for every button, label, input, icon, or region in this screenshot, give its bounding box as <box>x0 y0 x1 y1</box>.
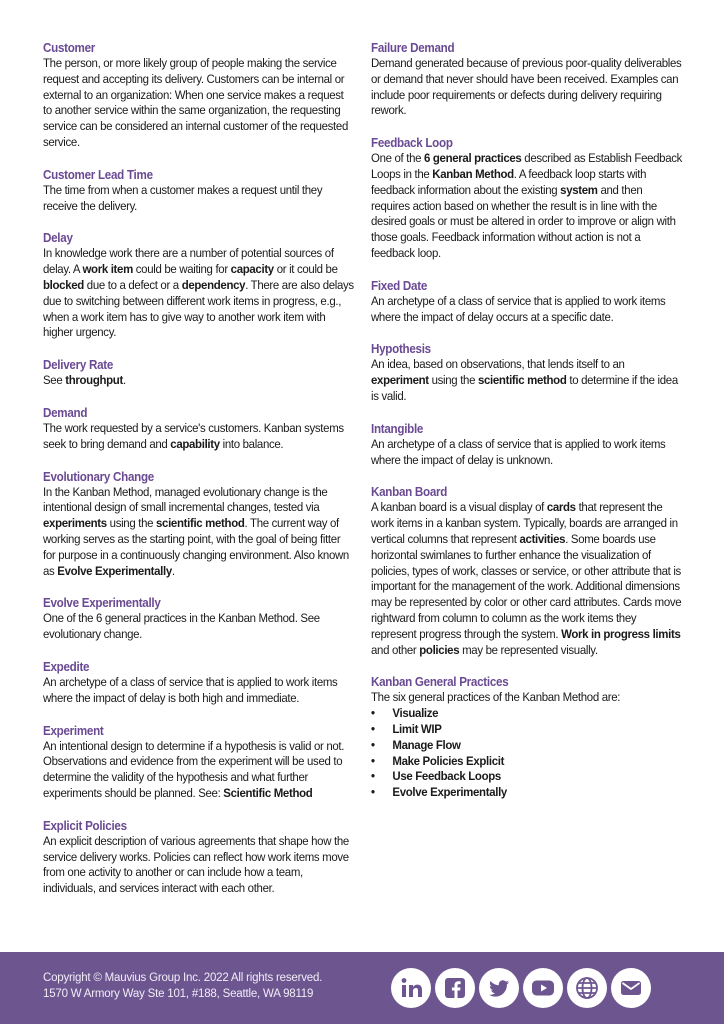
glossary-entry-customer <box>43 40 355 151</box>
right-column <box>371 40 683 817</box>
footer-text <box>43 971 322 1002</box>
keyword-blocked: blocked <box>43 277 84 292</box>
keyword-dependency: dependency <box>181 277 246 292</box>
definition-text: to determine if the idea is valid. <box>371 373 678 403</box>
definition-feedback-loop <box>371 151 683 262</box>
definition-kanban-board <box>371 500 683 658</box>
keyword-6-general-practices: 6 general practices <box>424 151 522 166</box>
definition-text: into balance. <box>219 436 284 451</box>
term-fixed-date: Fixed Date <box>371 278 428 293</box>
keyword-capability: capability <box>170 436 220 451</box>
term-experiment: Experiment <box>43 723 104 738</box>
keyword-experiments: experiments <box>43 516 107 531</box>
glossary-entry-expedite <box>43 659 355 707</box>
glossary-entry-fixed-date <box>371 278 683 326</box>
term-failure-demand: Failure Demand <box>371 41 455 55</box>
definition-text: using the <box>106 516 157 531</box>
definition-demand <box>43 421 355 453</box>
term-explicit-policies: Explicit Policies <box>43 818 127 833</box>
definition-evolve-experimentally: One of the 6 general practices in the Kanban Method. See evolutionary change. <box>43 611 320 642</box>
glossary-entry-intangible <box>371 421 683 469</box>
keyword-throughput: throughput <box>65 373 123 388</box>
keyword-scientific-method: Scientific Method <box>223 785 313 800</box>
term-hypothesis: Hypothesis <box>371 342 431 357</box>
definition-intangible: An archetype of a class of service that is applied to work items where the impact of delay is unknown. <box>371 436 666 467</box>
definition-text: or it could be <box>273 262 338 277</box>
term-intangible: Intangible <box>371 421 424 436</box>
keyword-kanban-method: Kanban Method <box>432 166 514 181</box>
definition-expedite: An archetype of a class of service that is applied to work items where the impact of delay is both high and immediate. <box>43 674 338 705</box>
definition-text: See <box>43 373 66 388</box>
keyword-scientific-method: scientific method <box>477 373 567 388</box>
practice-item-visualize: • Visualize <box>371 706 661 722</box>
practice-item-limit-wip: • Limit WIP <box>371 722 661 738</box>
definition-text: described as Establish Feedback Loops in the <box>371 151 683 181</box>
term-kanban-general-practices: Kanban General Practices <box>371 675 509 690</box>
glossary-entry-delay <box>43 230 355 341</box>
term-evolutionary-change: Evolutionary Change <box>43 469 154 484</box>
term-demand: Demand <box>43 405 88 420</box>
definition-delivery-rate <box>43 373 355 389</box>
twitter-icon[interactable] <box>479 968 519 1008</box>
definition-explicit-policies: An explicit description of various agreements that shape how the service delivery works. Policies can reflect how work items move from one activity to another or can include how a team, individuals, and services interact with each other. <box>43 833 349 896</box>
glossary-entry-evolutionary-change <box>43 469 355 580</box>
definition-text: that represent the work items in a kanban system. Typically, boards are arranged in vertical columns that represent <box>371 500 678 546</box>
keyword-cards: cards <box>546 500 576 515</box>
copyright-text: Copyright © Mauvius Group Inc. 2022 All rights reserved. <box>43 972 323 984</box>
definition-text: and other <box>371 642 420 657</box>
keyword-capacity: capacity <box>230 262 274 277</box>
keyword-evolve-experimentally: Evolve Experimentally <box>57 563 172 578</box>
term-kanban-board: Kanban Board <box>371 485 448 500</box>
definition-evolutionary-change <box>43 485 355 580</box>
glossary-entry-evolve-experimentally <box>43 595 355 643</box>
footer <box>0 952 724 1024</box>
definition-experiment <box>43 739 355 802</box>
glossary-entry-hypothesis <box>371 341 683 404</box>
term-delivery-rate: Delivery Rate <box>43 358 114 373</box>
email-icon[interactable] <box>611 968 651 1008</box>
glossary-entry-kanban-board <box>371 484 683 658</box>
definition-text: . <box>171 563 175 578</box>
definition-text: In the Kanban Method, managed evolutionary change is the intentional design of small incremental changes, tested via <box>43 484 328 515</box>
term-expedite: Expedite <box>43 659 90 674</box>
practice-item-evolve-experimentally: • Evolve Experimentally <box>371 785 661 801</box>
keyword-scientific-method: scientific method <box>156 516 245 531</box>
glossary-entry-failure-demand <box>371 40 683 119</box>
keyword-activities: activities <box>519 531 566 546</box>
term-evolve-experimentally: Evolve Experimentally <box>43 596 161 611</box>
practice-item-make-policies-explicit: • Make Policies Explicit <box>371 754 661 770</box>
glossary-entry-customer-lead-time <box>43 167 355 215</box>
keyword-system: system <box>560 182 598 197</box>
glossary-entry-experiment <box>43 723 355 802</box>
definition-text: . The current way of working serves as the starting point, with the goal of being fitter for purpose in a continuously changing environment. Also known as <box>43 516 349 578</box>
youtube-icon[interactable] <box>523 968 563 1008</box>
definition-failure-demand: Demand generated because of previous poor-quality deliverables or demand that never should have been received. Examples can include poor requirements or defects during delivery requiring rework. <box>371 56 682 118</box>
keyword-experiment: experiment <box>371 373 429 388</box>
definition-fixed-date: An archetype of a class of service that is applied to work items where the impact of delay occurs at a specific date. <box>371 293 666 324</box>
definition-text: In knowledge work there are a number of potential sources of delay. A <box>43 246 334 277</box>
definition-text: An idea, based on observations, that lends itself to an <box>371 357 625 372</box>
definition-text: A kanban board is a visual display of <box>371 500 547 515</box>
practice-item-manage-flow: • Manage Flow <box>371 738 661 754</box>
definition-text: due to a defect or a <box>83 277 182 292</box>
term-delay: Delay <box>43 231 73 246</box>
keyword-work-item: work item <box>82 262 133 277</box>
facebook-icon[interactable] <box>435 968 475 1008</box>
definition-text: One of the <box>371 151 425 166</box>
definition-text: . Some boards use horizontal swimlanes to further enhance the visualization of policies, types of work, classes or service, or other attribute that is important for the management of the work. Additional dimensions may be represented by color or other card attributes. Cards move rightward from column to column as the work items they represent progress through the system. <box>371 531 682 641</box>
keyword-policies: policies <box>419 642 460 657</box>
definition-customer: The person, or more likely group of people making the service request and accepting its delivery. Customers can be internal or external to an organization: When one service makes a request to another service within the same organization, the requesting service can be considered an internal customer of the requested service. <box>43 56 348 149</box>
definition-kanban-general-practices: The six general practices of the Kanban Method are: <box>371 690 621 705</box>
definition-text: The work requested by a service's customers. Kanban systems seek to bring demand and <box>43 420 344 451</box>
definition-text: . <box>122 373 126 388</box>
glossary-entry-feedback-loop <box>371 135 683 262</box>
definition-text: . There are also delays due to switching between different work items in progress, e.g., when a work item has to give way to another work item with higher urgency. <box>43 277 354 340</box>
definition-delay <box>43 246 355 341</box>
definition-text: may be represented visually. <box>459 642 598 657</box>
definition-hypothesis <box>371 357 683 404</box>
glossary-entry-explicit-policies <box>43 818 355 897</box>
keyword-work-in-progress-limits: Work in progress limits <box>561 626 681 641</box>
globe-icon[interactable] <box>567 968 607 1008</box>
term-customer: Customer <box>43 41 96 55</box>
term-feedback-loop: Feedback Loop <box>371 136 453 151</box>
definition-text: An intentional design to determine if a hypothesis is valid or not. Observations and evidence from the experiment will be used to determine the validity of the hypothesis and what further experiments should be planned. See: <box>43 738 345 800</box>
linkedin-icon[interactable] <box>391 968 431 1008</box>
address-text: 1570 W Armory Way Ste 101, #188, Seattle, WA 98119 <box>43 987 314 1000</box>
definition-customer-lead-time: The time from when a customer makes a request until they receive the delivery. <box>43 182 323 213</box>
glossary-entry-kanban-general-practices <box>371 674 683 801</box>
practices-list <box>371 706 661 801</box>
definition-text: using the <box>428 373 478 388</box>
glossary-entry-delivery-rate <box>43 357 355 389</box>
left-column <box>43 40 355 913</box>
glossary-entry-demand <box>43 405 355 453</box>
definition-text: could be waiting for <box>132 262 231 277</box>
term-customer-lead-time: Customer Lead Time <box>43 167 153 182</box>
definition-text: and then requires action based on whether the result is in line with the desired goals or must be altered in order to improve or align with those goals. Feedback information without action is not a feedback loop. <box>371 182 676 260</box>
practice-item-use-feedback-loops: • Use Feedback Loops <box>371 769 661 785</box>
definition-text: . A feedback loop starts with feedback information about the existing <box>371 166 647 197</box>
